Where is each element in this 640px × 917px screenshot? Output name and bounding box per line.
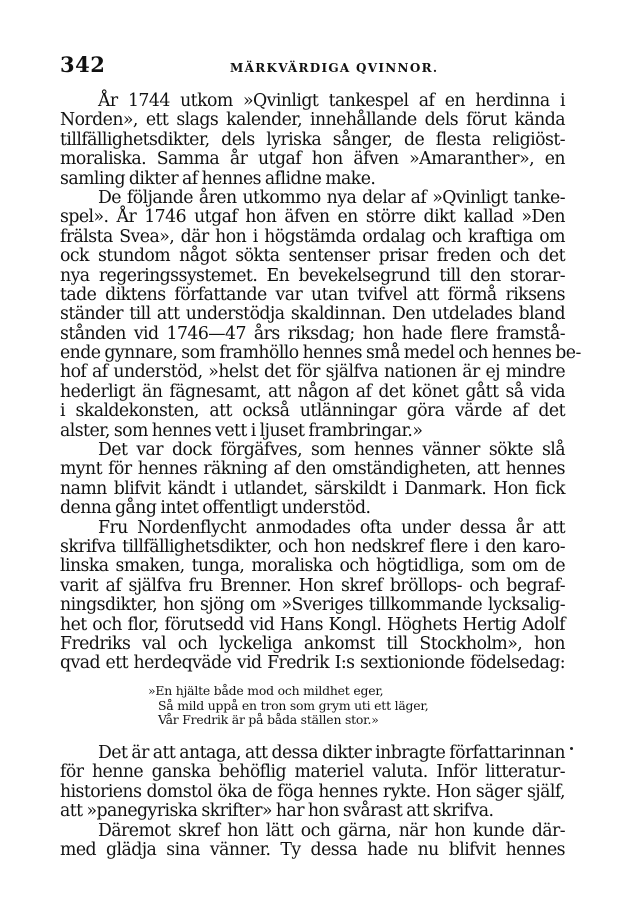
text-line: ständer till att understödja skaldinnan. Den utdelades bland [60, 304, 565, 325]
text-line: linska smaken, tunga, moraliska och högtidliga, som om de [60, 556, 565, 577]
text-line: i skaldekonsten, att också utlänningar göra värde af det [60, 401, 565, 422]
text-line: ock stundom något sökta sentenser prisar freden och det [60, 246, 565, 267]
text-line: namn blifvit kändt i utlandet, särskildt i Danmark. Hon fick [60, 478, 565, 499]
text-line: het och flor, förutsedd vid Hans Kongl. Höghets Hertig Adolf [60, 614, 565, 635]
verse-line: »En hjälte både mod och mildhet eger, [148, 683, 384, 698]
text-line: År 1744 utkom »Qvinligt tankespel af en herdinna i [98, 91, 565, 111]
text-line: tade diktens författande var utan tvifvel att förmå riksens [60, 284, 565, 305]
text-line: att »panegyriska skrifter» har hon svårast att skrifva. [60, 801, 494, 822]
text-line: ende gynnare, som framhöllo hennes små medel och hennes be- [60, 343, 581, 364]
text-line: alster, som hennes vett i ljuset frambringar.» [60, 420, 423, 441]
text-line: Fru Nordenflycht anmodades ofta under dessa år att [98, 517, 565, 538]
text-line: varit af själfva fru Brenner. Hon skref bröllops- och begraf- [60, 575, 565, 596]
text-line: spel». År 1746 utgaf hon äfven en större dikt kallad »Den [60, 207, 565, 228]
text-line: Fredriks val och lyckeliga ankomst till Stockholm», hon [60, 633, 565, 654]
text-line: nya regeringssystemet. En bevekelsegrund till den storar- [60, 265, 565, 286]
body-text-top [60, 91, 581, 674]
text-line: samling dikter af hennes aflidne make. [60, 168, 376, 189]
text-line: hof af understöd, »helst det för själfva nationen är ej mindre [60, 362, 565, 383]
text-line: stånden vid 1746—47 års riksdag; hon hade flere framstå- [60, 323, 565, 344]
page-number: 342 [60, 52, 106, 77]
text-line: denna gång intet offentligt understöd. [60, 498, 371, 519]
text-line: tillfällighetsdikter, dels lyriska sånger, de flesta religiöst- [60, 129, 565, 150]
body-text-bottom [60, 744, 565, 860]
text-line: hederligt än fägnesamt, att någon af det könet gått så vida [60, 381, 565, 402]
text-line: Norden», ett slags kalender, innehållande dels förut kända [60, 110, 565, 131]
text-line: qvad ett herdeqväde vid Fredrik I:s sextionionde födelsedag: [60, 653, 565, 674]
verse-line: Vår Fredrik är på båda ställen stor.» [158, 712, 379, 727]
text-line: De följande åren utkommo nya delar af »Qvinligt tanke- [98, 187, 565, 208]
verse-line: Så mild uppå en tron som grym uti ett läger, [158, 697, 429, 713]
margin-mark [570, 747, 573, 750]
text-line: ningsdikter, hon sjöng om »Sveriges tillkommande lycksalig- [60, 595, 565, 616]
text-line: mynt för hennes räkning af den omständigheten, att hennes [60, 459, 565, 480]
text-line: historiens domstol öka de föga hennes rykte. Hon säger själf, [60, 781, 565, 802]
text-line: med glädja sina vänner. Ty dessa hade nu blifvit hennes [60, 839, 565, 860]
text-line: frälsta Svea», där hon i högstämda ordalag och kraftiga om [60, 226, 565, 247]
verse-quote [148, 684, 488, 728]
text-line: Däremot skref hon lätt och gärna, när hon kunde där- [98, 820, 565, 841]
text-line: skrifva tillfällighetsdikter, och hon nedskref flere i den karo- [60, 536, 565, 557]
text-line: Det var dock förgäfves, som hennes vänner sökte slå [98, 440, 565, 461]
page-header [60, 50, 580, 80]
text-line: Det är att antaga, att dessa dikter inbragte författarinnan [98, 743, 565, 763]
text-line: för henne ganska behöflig materiel valuta. Inför litteratur- [60, 762, 565, 783]
text-line: moraliska. Samma år utgaf hon äfven »Amaranther», en [60, 149, 565, 170]
running-head: MÄRKVÄRDIGA QVINNOR. [230, 61, 439, 75]
